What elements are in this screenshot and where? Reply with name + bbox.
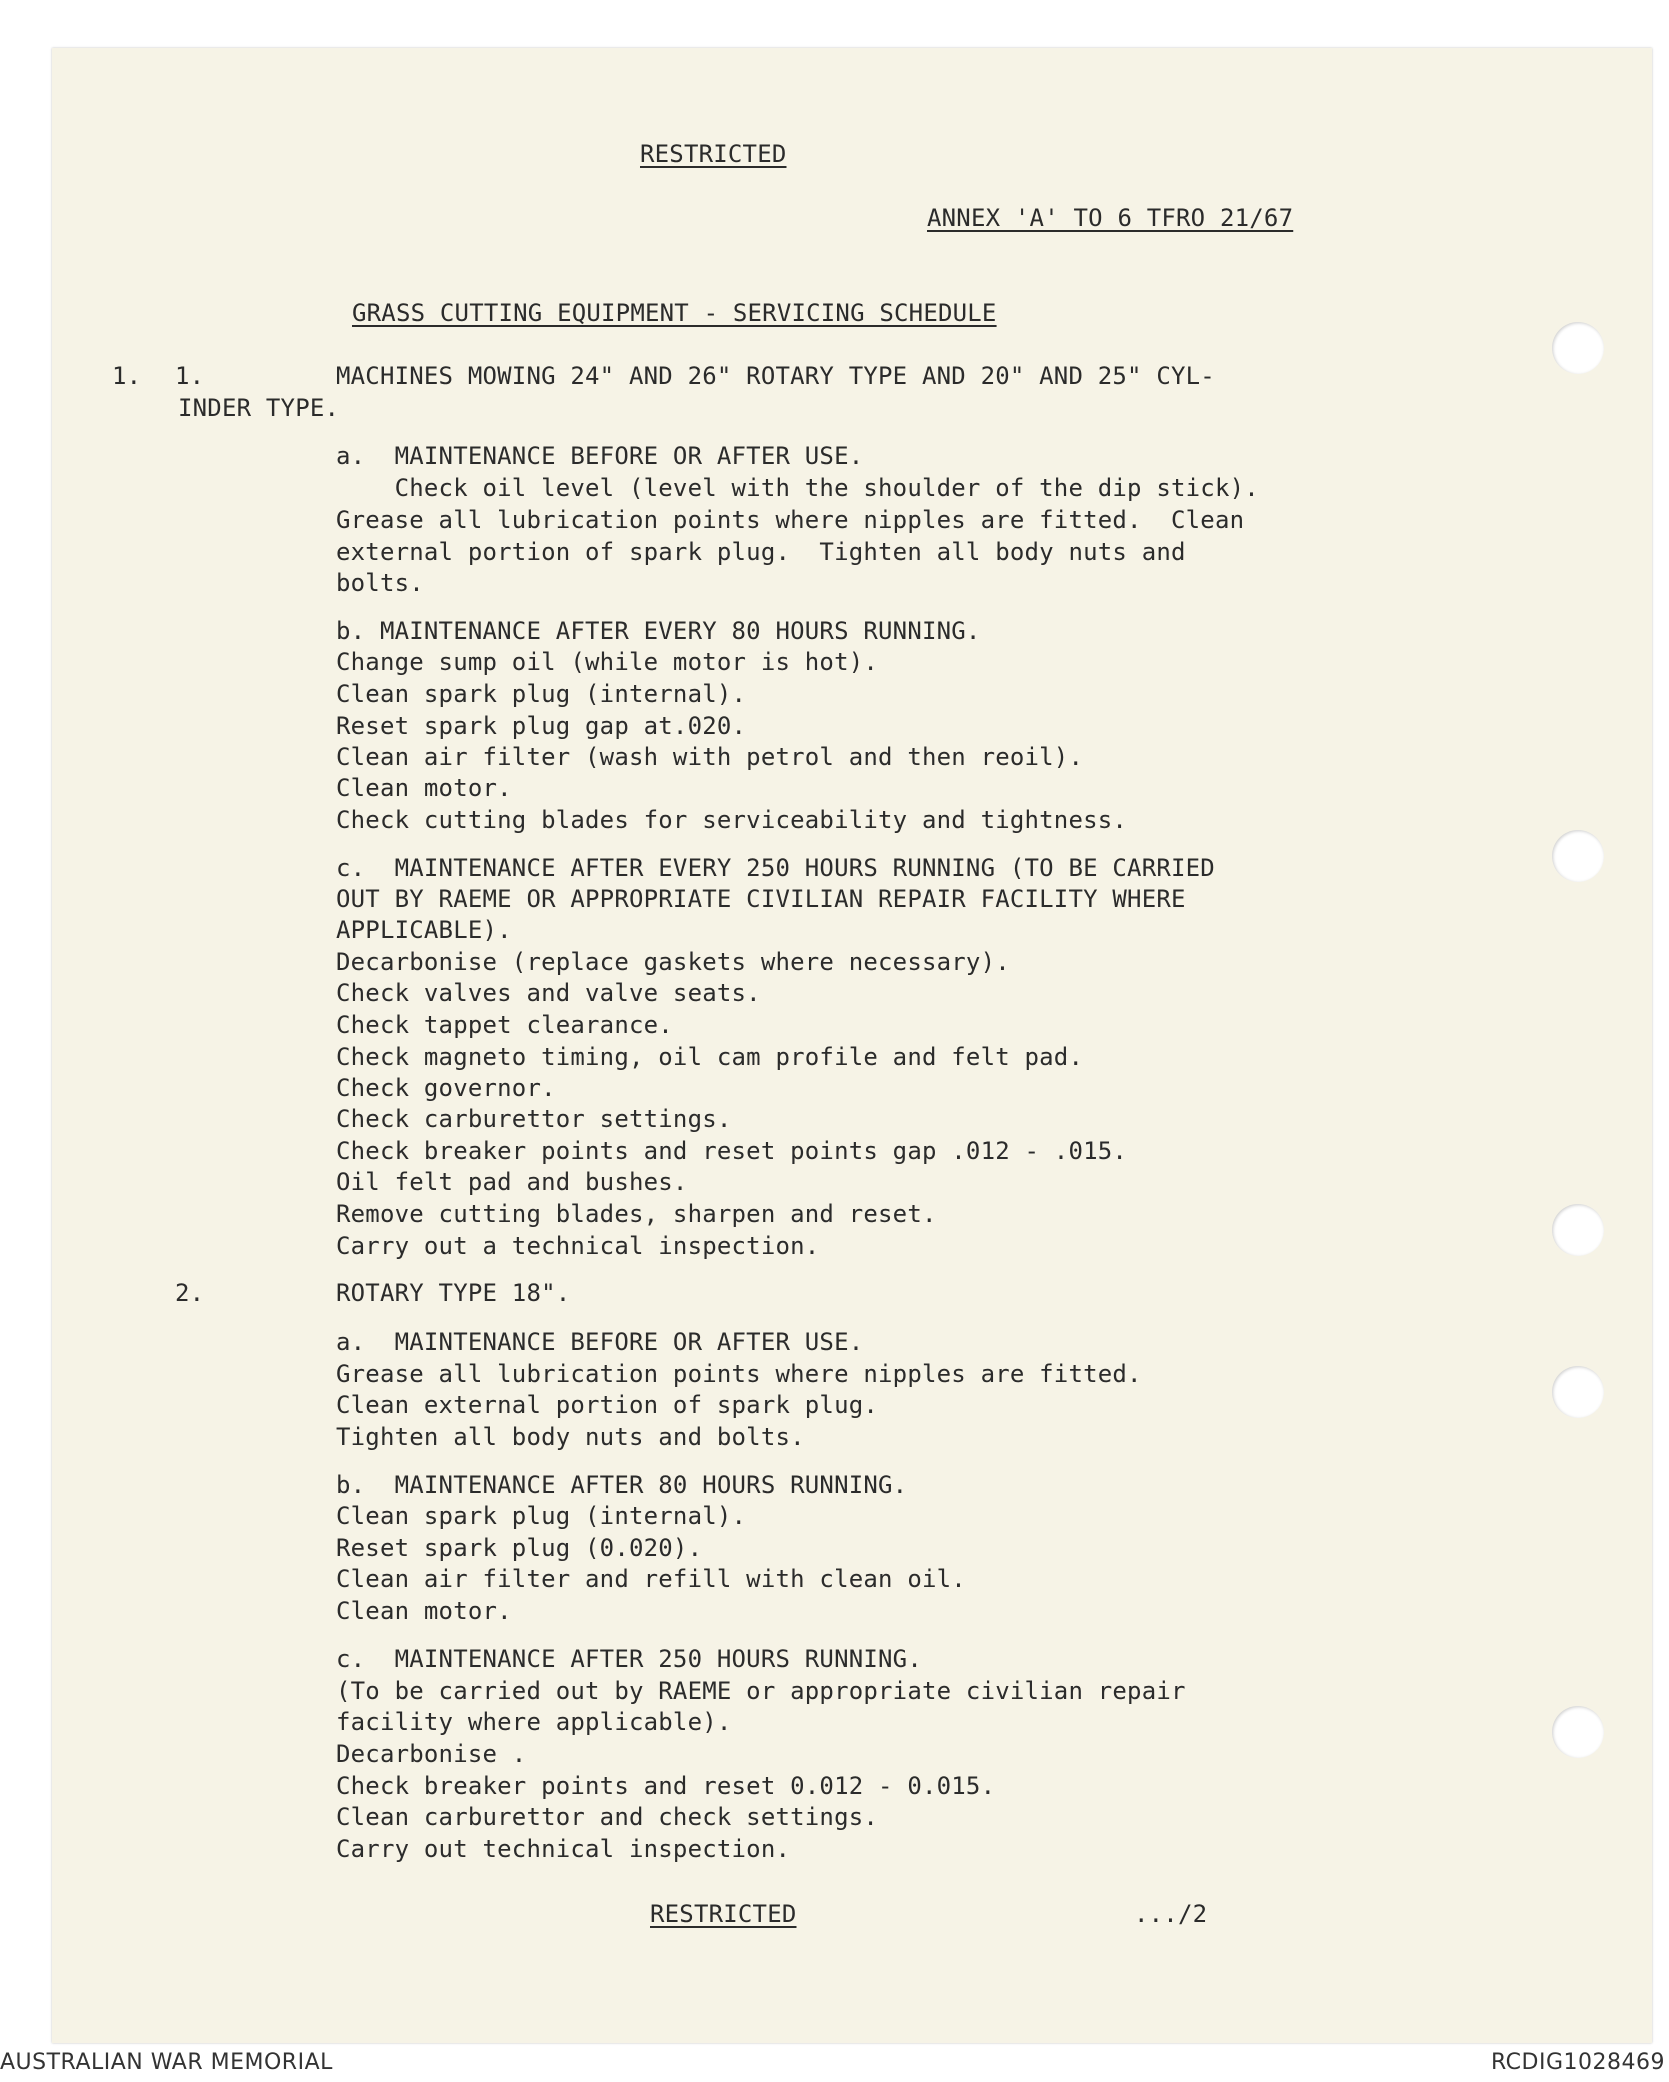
- text-line: Grease all lubrication points where nipples are fitted. Clean: [336, 506, 1245, 534]
- archive-institution: AUSTRALIAN WAR MEMORIAL: [0, 2050, 333, 2075]
- text-line: Grease all lubrication points where nipples are fitted.: [336, 1360, 1142, 1388]
- text-line: Reset spark plug gap at.020.: [336, 712, 747, 740]
- text-line: bolts.: [336, 569, 424, 597]
- subsection-title: APPLICABLE).: [336, 916, 512, 944]
- item-number: 2.: [175, 1279, 205, 1307]
- page-continuation: .../2: [1134, 1900, 1208, 1928]
- text-line: Clean motor.: [336, 1597, 512, 1625]
- subsection-title: a. MAINTENANCE BEFORE OR AFTER USE.: [336, 442, 864, 470]
- punch-hole: [1552, 322, 1604, 374]
- text-line: Carry out technical inspection.: [336, 1835, 791, 1863]
- text-line: Clean spark plug (internal).: [336, 680, 747, 708]
- text-line: Check valves and valve seats.: [336, 979, 761, 1007]
- text-line: Reset spark plug (0.020).: [336, 1534, 703, 1562]
- subsection-title: OUT BY RAEME OR APPROPRIATE CIVILIAN REPAIR FACILITY WHERE: [336, 885, 1186, 913]
- text-line: Clean air filter and refill with clean oil.: [336, 1565, 966, 1593]
- punch-hole: [1552, 1204, 1604, 1256]
- text-line: Change sump oil (while motor is hot).: [336, 648, 879, 676]
- document-title: GRASS CUTTING EQUIPMENT - SERVICING SCHEDULE: [352, 299, 997, 327]
- text-line: Check oil level (level with the shoulder of the dip stick).: [336, 474, 1259, 502]
- text-line: facility where applicable).: [336, 1708, 732, 1736]
- text-line: Clean motor.: [336, 774, 512, 802]
- item-number: 1.: [175, 362, 205, 390]
- punch-hole: [1552, 1706, 1604, 1758]
- annex-reference: ANNEX 'A' TO 6 TFRO 21/67: [927, 204, 1294, 232]
- text-line: (To be carried out by RAEME or appropriate civilian repair: [336, 1677, 1186, 1705]
- text-line: Clean air filter (wash with petrol and then reoil).: [336, 743, 1084, 771]
- text-line: Clean external portion of spark plug.: [336, 1391, 879, 1419]
- text-line: Check breaker points and reset 0.012 - 0.015.: [336, 1772, 996, 1800]
- classification-header: RESTRICTED: [640, 140, 787, 168]
- item-heading: MACHINES MOWING 24" AND 26" ROTARY TYPE AND 20" AND 25" CYL-: [336, 362, 1215, 390]
- subsection-title: a. MAINTENANCE BEFORE OR AFTER USE.: [336, 1328, 864, 1356]
- text-line: Check cutting blades for serviceability and tightness.: [336, 806, 1128, 834]
- text-line: Check magneto timing, oil cam profile and felt pad.: [336, 1043, 1084, 1071]
- subsection-title: c. MAINTENANCE AFTER 250 HOURS RUNNING.: [336, 1645, 922, 1673]
- text-line: Oil felt pad and bushes.: [336, 1168, 688, 1196]
- text-line: Check governor.: [336, 1074, 556, 1102]
- subsection-title: b. MAINTENANCE AFTER EVERY 80 HOURS RUNNING.: [336, 617, 981, 645]
- text-line: external portion of spark plug. Tighten all body nuts and: [336, 538, 1186, 566]
- text-line: Decarbonise (replace gaskets where necessary).: [336, 948, 1010, 976]
- punch-hole: [1552, 830, 1604, 882]
- text-line: Carry out a technical inspection.: [336, 1232, 820, 1260]
- text-line: Check tappet clearance.: [336, 1011, 673, 1039]
- text-line: Decarbonise .: [336, 1740, 527, 1768]
- text-line: Check carburettor settings.: [336, 1105, 732, 1133]
- item-heading: INDER TYPE.: [178, 394, 340, 422]
- archive-reference: RCDIG1028469: [1490, 2050, 1665, 2075]
- classification-footer: RESTRICTED: [650, 1900, 797, 1928]
- text-line: Clean spark plug (internal).: [336, 1502, 747, 1530]
- punch-hole: [1552, 1366, 1604, 1418]
- subsection-title: c. MAINTENANCE AFTER EVERY 250 HOURS RUNNING (TO BE CARRIED: [336, 854, 1215, 882]
- text-line: Check breaker points and reset points gap .012 - .015.: [336, 1137, 1128, 1165]
- text-line: Tighten all body nuts and bolts.: [336, 1423, 805, 1451]
- text-line: Remove cutting blades, sharpen and reset.: [336, 1200, 937, 1228]
- paragraph-number: 1.: [112, 362, 142, 390]
- item-heading: ROTARY TYPE 18".: [336, 1279, 571, 1307]
- subsection-title: b. MAINTENANCE AFTER 80 HOURS RUNNING.: [336, 1471, 908, 1499]
- text-line: Clean carburettor and check settings.: [336, 1803, 879, 1831]
